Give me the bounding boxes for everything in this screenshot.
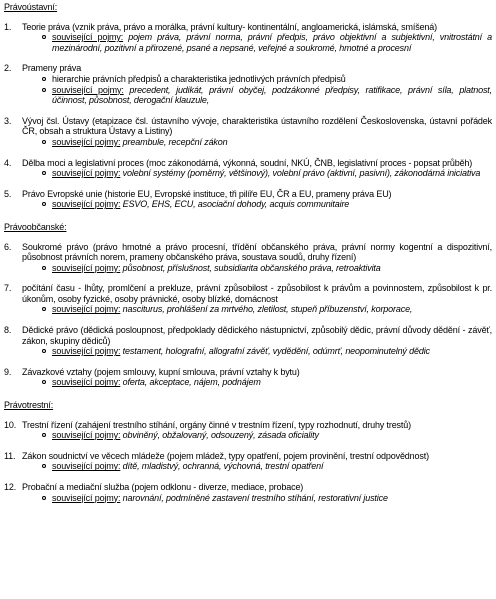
item-number: 1. <box>4 21 12 32</box>
related-terms <box>22 32 492 53</box>
bullet-circle-icon <box>42 464 46 468</box>
section-title: Právoústavní: <box>4 2 58 12</box>
item-number: 10. <box>4 419 17 430</box>
related-terms-text: pojem práva, právní norma, právní předpis, právo objektivní a subjektivní, vnitrostátní a mezinárodní, pozitivní a přirozené, psané a nepsané, veřejné a soukromé, hmotné a procesní <box>52 32 492 53</box>
related-terms-label: související pojmy: <box>52 136 121 147</box>
item-text: Teorie práva (vznik práva, právo a morálka, právní kultury- kontinentální, angloamerická, islámská, smíšená) <box>22 21 437 32</box>
item-text: Závazkové vztahy (pojem smlouvy, kupní smlouva, právní vztahy k bytu) <box>22 366 300 377</box>
list-item <box>4 63 492 105</box>
list-item <box>4 22 492 54</box>
item-text: Prameny práva <box>22 63 82 74</box>
bullet-circle-icon <box>42 266 46 270</box>
related-terms <box>22 85 492 106</box>
item-text: Dělba moci a legislativní proces (moc zákonodárná, výkonná, soudní, NKÚ, ČNB, legislativní proces - popsat průběh) <box>22 157 473 168</box>
item-number: 7. <box>4 283 12 294</box>
related-terms-text: testament, holografní, allografní závěť, vydědění, odúmrť, neopominutelný dědic <box>120 346 430 357</box>
list-item <box>4 189 492 210</box>
item-text: Dědické právo (dědická posloupnost, předpoklady dědického nástupnictví, způsobilý dědic, právní důvody dědění - závěť, zákon, skupiny dědiců) <box>22 325 492 346</box>
related-terms-text: volební systémy (poměrný, většinový), volební právo (aktivní, pasivní), zákonodárná iniciativa <box>120 168 481 179</box>
item-text: Soukromé právo (právo hmotné a právo procesní, třídění občanského práva, právní normy kogentní a dispozitivní, působnost právních norem, prameny občanského práva, soustava soudů, druhy řízení) <box>22 241 492 263</box>
related-terms-label: související pojmy: <box>52 304 121 315</box>
related-terms <box>22 137 492 148</box>
bullet-circle-icon <box>42 202 46 206</box>
bullet-circle-icon <box>42 35 46 39</box>
bullet-circle-icon <box>42 433 46 437</box>
item-text: Právo Evropské unie (historie EU, Evropské instituce, tři pilíře EU, ČR a EU, prameny práva EU) <box>22 188 392 199</box>
item-text: počítání času - lhůty, promlčení a prekluze, právní způsobilost - způsobilost k právům a povinnostem, způsobilost k pr. úkonům, osoby fyzické, osoby právnické, osoby blízké, domácnost <box>22 283 492 304</box>
list-item <box>4 451 492 472</box>
item-number: 5. <box>4 188 12 199</box>
related-terms <box>22 377 492 388</box>
related-terms-text: dítě, mladistvý, ochranná, výchovná, trestní opatření <box>120 461 324 472</box>
bullet-circle-icon <box>42 307 46 311</box>
list-item <box>4 283 492 315</box>
item-number: 9. <box>4 366 12 377</box>
related-terms <box>22 430 492 441</box>
related-terms-text: precedent, judikát, právní obyčej, podzákonné předpisy, ratifikace, právní síla, platnost, účinnost, působnost, derogační klauzule, <box>52 84 492 106</box>
bullet-circle-icon <box>42 171 46 175</box>
related-terms-text: oferta, akceptace, nájem, podnájem <box>120 377 261 388</box>
related-terms-text: obviněný, obžalovaný, odsouzený, zásada oficiality <box>120 430 319 441</box>
bullet-circle-icon <box>42 88 46 92</box>
related-terms <box>22 263 492 274</box>
related-terms-text: působnost, příslušnost, subsidiarita občanského práva, retroaktivita <box>120 262 381 273</box>
list-item <box>4 116 492 148</box>
related-terms <box>22 461 492 472</box>
related-terms-text: ESVO, EHS, ECU, asociační dohody, acquis communitaire <box>120 199 350 210</box>
related-terms-label: související pojmy: <box>52 199 121 210</box>
item-text: Probační a mediační služba (pojem odklonu - diverze, mediace, probace) <box>22 482 304 492</box>
bullet-circle-icon <box>42 140 46 144</box>
bullet-text: hierarchie právních předpisů a charakteristika jednotlivých právních předpisů <box>52 73 346 84</box>
item-text: Zákon soudnictví ve věcech mládeže (pojem mládež, typy opatření, pojem provinění, trestní odpovědnost) <box>22 450 429 461</box>
list-item <box>4 420 492 441</box>
item-number: 3. <box>4 115 12 126</box>
document-page <box>4 0 492 503</box>
bullet-circle-icon <box>42 77 46 81</box>
related-terms-label: související pojmy: <box>52 430 121 441</box>
related-terms-text: preambule, recepční zákon <box>120 136 228 147</box>
related-terms <box>22 493 492 504</box>
item-number: 12. <box>4 482 17 492</box>
related-terms <box>22 346 492 357</box>
related-terms <box>22 199 492 210</box>
list-item <box>4 367 492 388</box>
item-number: 11. <box>4 450 16 461</box>
related-terms-label: související pojmy: <box>52 346 121 357</box>
item-number: 6. <box>4 241 12 252</box>
item-text: Trestní řízení (zahájení trestního stíhání, orgány činné v trestním řízení, typy rozhodnutí, druhy trestů) <box>22 419 411 430</box>
bullet-circle-icon <box>42 496 46 500</box>
item-number: 4. <box>4 157 12 168</box>
related-terms <box>22 168 492 179</box>
related-terms-label: související pojmy: <box>52 262 121 273</box>
related-terms-text: narovnání, podmíněné zastavení trestního stíhání, restorativní justice <box>120 492 388 503</box>
related-terms-label: související pojmy: <box>52 461 121 472</box>
item-number: 2. <box>4 63 12 74</box>
related-terms-label: související pojmy: <box>52 32 124 43</box>
item-text: Vývoj čsl. Ústavy (etapizace čsl. ústavního vývoje, charakteristika ústavního rozdělení Československa, ústavní pořádek ČR, obsah a struktura Ústavy a Listiny) <box>22 115 492 137</box>
bullet-circle-icon <box>42 349 46 353</box>
list-item <box>4 482 492 503</box>
bullet-circle-icon <box>42 380 46 384</box>
related-terms <box>22 304 492 315</box>
related-terms-label: související pojmy: <box>52 168 121 179</box>
list-item <box>4 242 492 274</box>
section-title: Právoobčanské: <box>4 221 67 232</box>
item-number: 8. <box>4 325 12 336</box>
list-item <box>4 325 492 357</box>
related-terms-label: související pojmy: <box>52 492 121 503</box>
bullet-point <box>22 74 492 85</box>
list-item <box>4 158 492 179</box>
section-title: Právotrestní: <box>4 400 54 411</box>
related-terms-label: související pojmy: <box>52 377 121 388</box>
related-terms-text: nasciturus, prohlášení za mrtvého, zletilost, stupeň příbuzenství, korporace, <box>120 304 413 315</box>
related-terms-label: související pojmy: <box>52 84 124 95</box>
